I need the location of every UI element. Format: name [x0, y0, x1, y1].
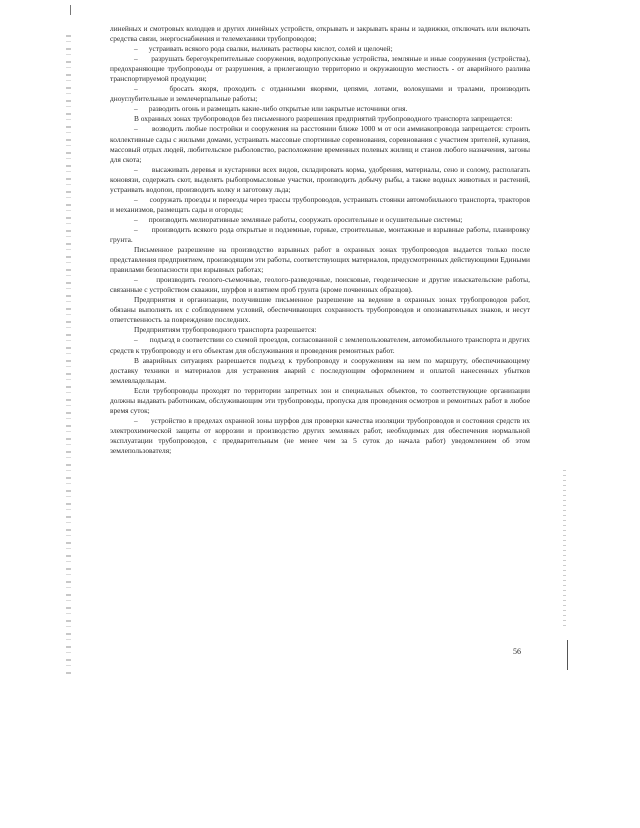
list-item: – бросать якоря, проходить с отданными якорями, цепями, лотами, волокушами и тралами, производить дноуглубительные и землечерпальные работы; — [110, 84, 530, 104]
list-item: – производить мелиоративные земляные работы, сооружать оросительные и осушительные системы; — [110, 215, 530, 225]
page-number: 56 — [513, 647, 521, 656]
list-item: – производить геолого-съемочные, геолого-разведочные, поисковые, геодезические и другие изыскательские работы, связанные с устройством скважин, шурфов и взятием проб грунта (кроме почвенных образцов). — [110, 275, 530, 295]
list-item: – разводить огонь и размещать какие-либо открытые или закрытые источники огня. — [110, 104, 530, 114]
paragraph: Предприятиям трубопроводного транспорта разрешается: — [134, 325, 317, 335]
list-item: – производить всякого рода открытые и подземные, горные, строительные, монтажные и взрывные работы, планировку грунта. — [110, 225, 530, 245]
list-item: – высаживать деревья и кустарники всех видов, складировать корма, удобрения, материалы, сено и солому, располагать коновязи, содержать скот, выделять рыбопромысловые участки, производить добычу рыбы, а также водных животных и растений, устраивать водопои, производить колку и заготовку льда; — [110, 165, 530, 195]
paragraph: Письменное разрешение на производство взрывных работ в охранных зонах трубопроводов выдается только после представления предприятием, производящим эти работы, соответствующих материалов, предусмотренных действующими Едиными правилами безопасности при взрывных работах; — [110, 245, 530, 275]
paragraph: В аварийных ситуациях разрешается подъезд к трубопроводу и сооружениям на нем по маршруту, обеспечивающему доставку техники и материалов для устранения аварий с последующим оформлением и оплатой нанесенных убытков землевладельцам. — [110, 355, 530, 385]
paragraph: Если трубопроводы проходят по территории запретных зон и специальных объектов, то соответствующие организации должны выдавать работникам, обслуживающим эти трубопроводы, пропуска для проведения осмотров и ремонтных работ в любое время суток; — [110, 385, 530, 415]
list-item: – устраивать всякого рода свалки, выливать растворы кислот, солей и щелочей; — [110, 44, 530, 54]
scan-edge-left — [66, 35, 71, 675]
scan-artifact — [70, 5, 71, 15]
scan-edge-right — [563, 470, 566, 630]
list-item: – подъезд в соответствии со схемой проездов, согласованной с землепользователем, автомобильного транспорта и других средств к трубопроводу и его объектам для обслуживания и проведения ремонтных работ. — [110, 335, 530, 355]
paragraph: линейных и смотровых колодцев и других линейных устройств, открывать и закрывать краны и задвижки, отключать или включать средства связи, энергоснабжения и телемеханики трубопроводов; — [110, 24, 530, 44]
paragraph: В охранных зонах трубопроводов без письменного разрешения предприятий трубопроводного транспорта запрещается: — [134, 114, 513, 124]
list-item: – возводить любые постройки и сооружения на расстоянии ближе 1000 м от оси аммиакопровода запрещается: строить коллективные сады с жилыми домами, устраивать массовые спортивные соревнования, соревнования с участием зрителей, купания, массовый отдых людей, любительское рыболовство, расположение временных полевых жилищ и станов любого назначения, загоны для скота; — [110, 124, 530, 164]
document-body — [110, 24, 530, 456]
scan-artifact — [567, 640, 568, 670]
list-item: – разрушать берегоукрепительные сооружения, водопропускные устройства, земляные и иные сооружения (устройства), предохраняющие трубопроводы от разрушения, а прилегающую территорию и окружающую местность - от аварийного разлива транспортируемой продукции; — [110, 54, 530, 84]
paragraph: Предприятия и организации, получившие письменное разрешение на ведение в охранных зонах трубопроводов работ, обязаны выполнять их с соблюдением условий, обеспечивающих сохранность трубопроводов и опознавательных знаков, и несут ответственность за повреждение последних. — [110, 295, 530, 325]
list-item: – устройство в пределах охранной зоны шурфов для проверки качества изоляции трубопроводов и состояния средств их электрохимической защиты от коррозии и производство других земляных работ, необходимых для обеспечения нормальной эксплуатации трубопроводов, с предварительным (не менее чем за 5 суток до начала работ) уведомлением об этом землепользователя; — [110, 416, 530, 456]
list-item: – сооружать проезды и переезды через трассы трубопроводов, устраивать стоянки автомобильного транспорта, тракторов и механизмов, размещать сады и огороды; — [110, 195, 530, 215]
